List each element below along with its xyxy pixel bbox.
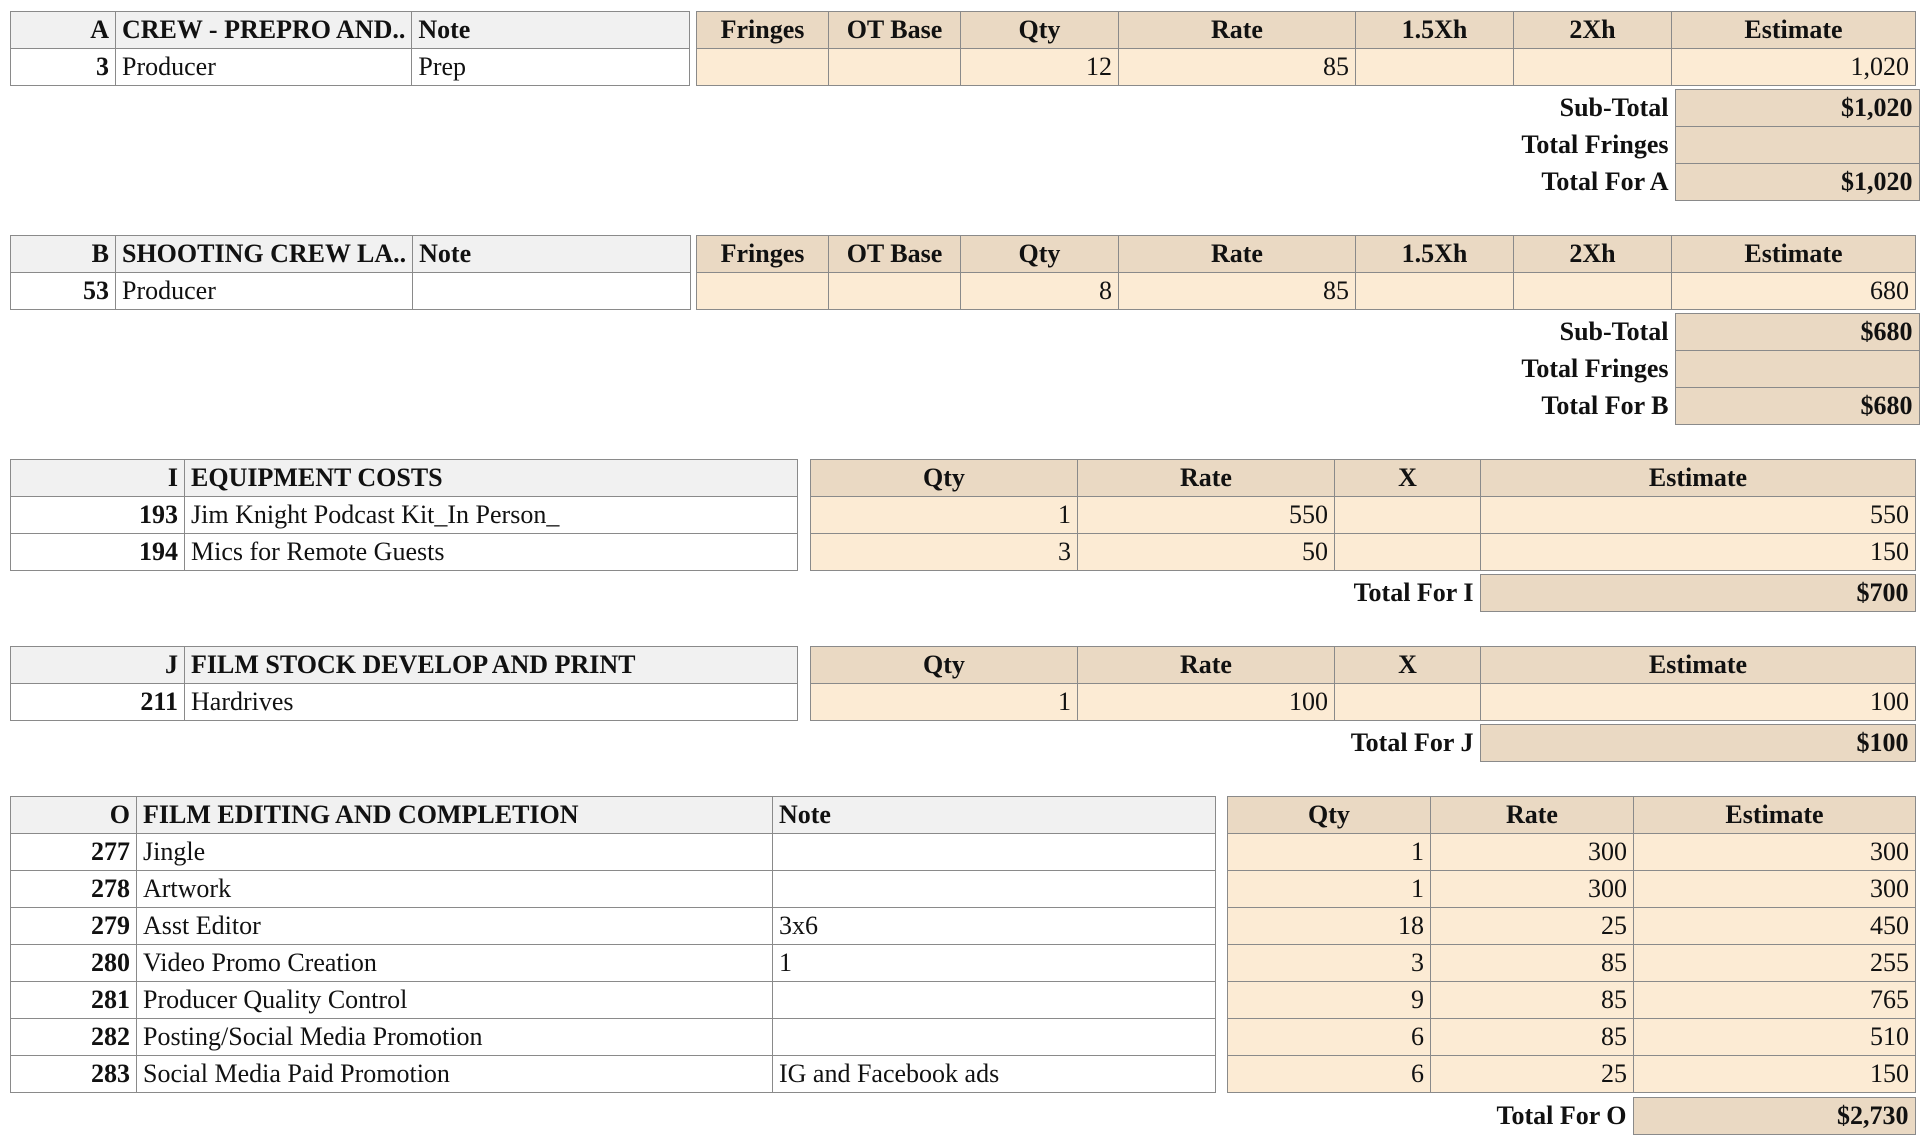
subtotal-label: Sub-Total	[1559, 317, 1669, 346]
rate-cell[interactable]: 50	[1078, 534, 1335, 571]
col-x: X	[1335, 647, 1481, 684]
rate-cell[interactable]: 85	[1431, 945, 1634, 982]
col-estimate: Estimate	[1481, 647, 1916, 684]
estimate-cell[interactable]: 150	[1634, 1056, 1916, 1093]
col-1-5xh: 1.5Xh	[1356, 236, 1514, 273]
section-a-left	[10, 11, 690, 86]
section-a-right	[696, 11, 1916, 86]
rate-cell[interactable]: 85	[1431, 982, 1634, 1019]
section-letter: I	[11, 460, 185, 497]
col-fringes: Fringes	[697, 12, 829, 49]
table-row[interactable]	[811, 497, 1916, 534]
qty-cell[interactable]: 18	[1228, 908, 1431, 945]
ot-1-5x-cell[interactable]	[1356, 273, 1514, 310]
col-qty: Qty	[961, 12, 1119, 49]
account-number: 211	[11, 684, 185, 721]
estimate-cell[interactable]: 100	[1481, 684, 1916, 721]
col-ot-base: OT Base	[829, 236, 961, 273]
table-row[interactable]	[1228, 1019, 1916, 1056]
col-qty: Qty	[1228, 797, 1431, 834]
table-row[interactable]	[697, 273, 1916, 310]
table-row[interactable]	[697, 49, 1916, 86]
section-o-column-headers	[1228, 797, 1916, 834]
col-estimate: Estimate	[1672, 236, 1916, 273]
line-item-note[interactable]: 3x6	[773, 908, 1216, 945]
table-row[interactable]	[1228, 834, 1916, 871]
section-a-totals	[1300, 89, 1920, 201]
note-header: Note	[773, 797, 1216, 834]
account-number: 283	[11, 1056, 137, 1093]
rate-cell[interactable]: 25	[1431, 1056, 1634, 1093]
table-row[interactable]	[11, 908, 1216, 945]
col-qty: Qty	[961, 236, 1119, 273]
col-rate: Rate	[1078, 647, 1335, 684]
note-header: Note	[412, 12, 690, 49]
qty-cell[interactable]: 1	[811, 684, 1078, 721]
fringes-cell[interactable]	[697, 49, 829, 86]
section-b-left	[10, 235, 691, 310]
section-b-right	[696, 235, 1916, 310]
line-item-name[interactable]: Jingle	[137, 834, 773, 871]
table-row[interactable]	[11, 982, 1216, 1019]
ot-base-cell[interactable]	[829, 273, 961, 310]
table-row[interactable]	[11, 534, 798, 571]
line-item-name[interactable]: Mics for Remote Guests	[185, 534, 798, 571]
total-label: Total For O	[1496, 1101, 1627, 1130]
total-fringes-label: Total Fringes	[1521, 354, 1669, 383]
section-i-header-row	[11, 460, 798, 497]
table-row[interactable]	[11, 871, 1216, 908]
line-item-name[interactable]: Artwork	[137, 871, 773, 908]
col-rate: Rate	[1078, 460, 1335, 497]
line-item-note[interactable]	[413, 273, 691, 310]
estimate-cell[interactable]: 510	[1634, 1019, 1916, 1056]
account-number: 193	[11, 497, 185, 534]
section-i-column-headers	[811, 460, 1916, 497]
line-item-note[interactable]: Prep	[412, 49, 690, 86]
col-estimate: Estimate	[1481, 460, 1916, 497]
line-item-name[interactable]: Posting/Social Media Promotion	[137, 1019, 773, 1056]
account-number: 3	[11, 49, 116, 86]
section-j-right	[810, 646, 1916, 721]
total-value: $1,020	[1675, 164, 1919, 201]
section-j-totals	[1000, 724, 1916, 762]
line-item-name[interactable]: Producer	[116, 49, 412, 86]
section-o-left	[10, 796, 1216, 1093]
section-title: FILM EDITING AND COMPLETION	[137, 797, 773, 834]
rate-cell[interactable]: 85	[1119, 273, 1356, 310]
estimate-cell[interactable]: 1,020	[1672, 49, 1916, 86]
col-x: X	[1335, 460, 1481, 497]
total-label: Total For I	[1353, 578, 1474, 607]
section-o-right	[1227, 796, 1916, 1093]
account-number: 280	[11, 945, 137, 982]
table-row[interactable]	[11, 1019, 1216, 1056]
table-row[interactable]	[11, 834, 1216, 871]
table-row[interactable]	[11, 497, 798, 534]
total-value: $680	[1675, 388, 1919, 425]
qty-cell[interactable]: 8	[961, 273, 1119, 310]
account-number: 279	[11, 908, 137, 945]
estimate-cell[interactable]: 150	[1481, 534, 1916, 571]
total-value: $2,730	[1633, 1098, 1915, 1135]
section-title: SHOOTING CREW LA..	[116, 236, 413, 273]
section-o-totals	[1227, 1097, 1916, 1135]
rate-cell[interactable]: 85	[1431, 1019, 1634, 1056]
qty-cell[interactable]: 12	[961, 49, 1119, 86]
qty-cell[interactable]: 3	[1228, 945, 1431, 982]
line-item-note[interactable]: IG and Facebook ads	[773, 1056, 1216, 1093]
section-title: EQUIPMENT COSTS	[185, 460, 798, 497]
total-label: Total For J	[1350, 728, 1474, 757]
ot-base-cell[interactable]	[829, 49, 961, 86]
total-value: $100	[1480, 725, 1915, 762]
estimate-cell[interactable]: 765	[1634, 982, 1916, 1019]
col-1-5xh: 1.5Xh	[1356, 12, 1514, 49]
section-b-totals	[1300, 313, 1920, 425]
total-fringes-label: Total Fringes	[1521, 130, 1669, 159]
col-2xh: 2Xh	[1514, 236, 1672, 273]
total-value: $700	[1480, 575, 1915, 612]
section-i-left	[10, 459, 798, 571]
estimate-cell[interactable]: 450	[1634, 908, 1916, 945]
line-item-name[interactable]: Hardrives	[185, 684, 798, 721]
table-row[interactable]	[811, 534, 1916, 571]
line-item-name[interactable]: Jim Knight Podcast Kit_In Person_	[185, 497, 798, 534]
col-rate: Rate	[1431, 797, 1634, 834]
subtotal-label: Sub-Total	[1559, 93, 1669, 122]
qty-cell[interactable]: 1	[1228, 834, 1431, 871]
account-number: 282	[11, 1019, 137, 1056]
rate-cell[interactable]: 100	[1078, 684, 1335, 721]
line-item-name[interactable]: Social Media Paid Promotion	[137, 1056, 773, 1093]
subtotal-value: $680	[1675, 314, 1919, 351]
section-j-header-row	[11, 647, 798, 684]
section-o-header-row	[11, 797, 1216, 834]
line-item-note[interactable]: 1	[773, 945, 1216, 982]
section-b-column-headers	[697, 236, 1916, 273]
section-title: CREW - PREPRO AND..	[116, 12, 412, 49]
qty-cell[interactable]: 9	[1228, 982, 1431, 1019]
line-item-note[interactable]	[773, 982, 1216, 1019]
table-row[interactable]	[1228, 945, 1916, 982]
subtotal-value: $1,020	[1675, 90, 1919, 127]
account-number: 277	[11, 834, 137, 871]
estimate-cell[interactable]: 255	[1634, 945, 1916, 982]
account-number: 278	[11, 871, 137, 908]
x-cell[interactable]	[1335, 684, 1481, 721]
table-row[interactable]	[1228, 871, 1916, 908]
account-number: 194	[11, 534, 185, 571]
table-row[interactable]	[811, 684, 1916, 721]
table-row[interactable]	[11, 49, 690, 86]
ot-1-5x-cell[interactable]	[1356, 49, 1514, 86]
section-letter: A	[11, 12, 116, 49]
line-item-name[interactable]: Producer Quality Control	[137, 982, 773, 1019]
total-fringes-value	[1675, 127, 1919, 164]
section-j-column-headers	[811, 647, 1916, 684]
col-estimate: Estimate	[1634, 797, 1916, 834]
table-row[interactable]	[1228, 908, 1916, 945]
qty-cell[interactable]: 1	[811, 497, 1078, 534]
qty-cell[interactable]: 1	[1228, 871, 1431, 908]
rate-cell[interactable]: 25	[1431, 908, 1634, 945]
section-b-header-row	[11, 236, 691, 273]
section-letter: O	[11, 797, 137, 834]
section-a-column-headers	[697, 12, 1916, 49]
qty-cell[interactable]: 6	[1228, 1056, 1431, 1093]
table-row[interactable]	[11, 273, 691, 310]
section-letter: J	[11, 647, 185, 684]
section-i-right	[810, 459, 1916, 571]
table-row[interactable]	[1228, 1056, 1916, 1093]
estimate-cell[interactable]: 300	[1634, 871, 1916, 908]
rate-cell[interactable]: 85	[1119, 49, 1356, 86]
col-rate: Rate	[1119, 12, 1356, 49]
col-2xh: 2Xh	[1514, 12, 1672, 49]
line-item-name[interactable]: Video Promo Creation	[137, 945, 773, 982]
estimate-cell[interactable]: 300	[1634, 834, 1916, 871]
col-qty: Qty	[811, 647, 1078, 684]
table-row[interactable]	[1228, 982, 1916, 1019]
account-number: 53	[11, 273, 116, 310]
line-item-name[interactable]: Producer	[116, 273, 413, 310]
qty-cell[interactable]: 3	[811, 534, 1078, 571]
x-cell[interactable]	[1335, 497, 1481, 534]
qty-cell[interactable]: 6	[1228, 1019, 1431, 1056]
section-letter: B	[11, 236, 116, 273]
total-label: Total For A	[1541, 167, 1669, 196]
x-cell[interactable]	[1335, 534, 1481, 571]
note-header: Note	[413, 236, 691, 273]
section-i-totals	[1000, 574, 1916, 612]
total-label: Total For B	[1541, 391, 1669, 420]
estimate-cell[interactable]: 550	[1481, 497, 1916, 534]
estimate-cell[interactable]: 680	[1672, 273, 1916, 310]
account-number: 281	[11, 982, 137, 1019]
line-item-name[interactable]: Asst Editor	[137, 908, 773, 945]
section-title: FILM STOCK DEVELOP AND PRINT	[185, 647, 798, 684]
section-j-left	[10, 646, 798, 721]
section-a-header-row	[11, 12, 690, 49]
total-fringes-value	[1675, 351, 1919, 388]
line-item-note[interactable]	[773, 1019, 1216, 1056]
line-item-note[interactable]	[773, 834, 1216, 871]
table-row[interactable]	[11, 1056, 1216, 1093]
table-row[interactable]	[11, 684, 798, 721]
rate-cell[interactable]: 300	[1431, 871, 1634, 908]
ot-2x-cell[interactable]	[1514, 273, 1672, 310]
rate-cell[interactable]: 550	[1078, 497, 1335, 534]
col-ot-base: OT Base	[829, 12, 961, 49]
line-item-note[interactable]	[773, 871, 1216, 908]
col-estimate: Estimate	[1672, 12, 1916, 49]
col-rate: Rate	[1119, 236, 1356, 273]
fringes-cell[interactable]	[697, 273, 829, 310]
col-fringes: Fringes	[697, 236, 829, 273]
table-row[interactable]	[11, 945, 1216, 982]
rate-cell[interactable]: 300	[1431, 834, 1634, 871]
col-qty: Qty	[811, 460, 1078, 497]
ot-2x-cell[interactable]	[1514, 49, 1672, 86]
